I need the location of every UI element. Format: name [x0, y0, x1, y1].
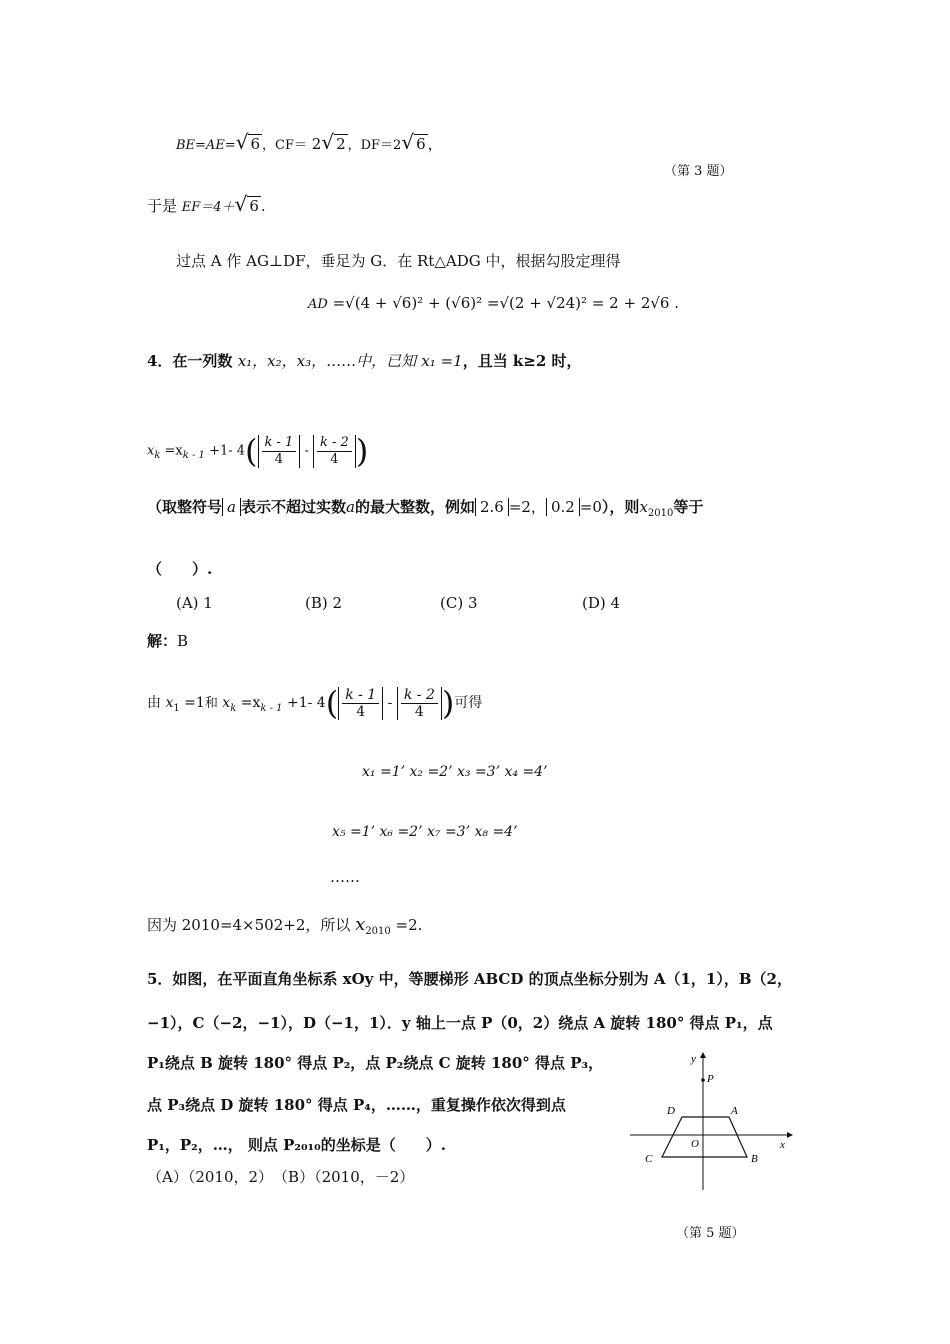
- p3-ad-formula: AD =√(4 + √6)² + (√6)² =√(2 + √24)² = 2 + 2√6 .: [308, 294, 679, 312]
- q5-caption: （第 5 题）: [676, 1226, 745, 1241]
- q4-option-d: (D) 4: [582, 594, 621, 612]
- q5-line5: P₁，P₂，…， 则点 P₂₀₁₀的坐标是（ ）.: [147, 1136, 446, 1154]
- p3-cf: ，CF＝: [262, 138, 307, 153]
- q4-conclusion: 因为 2010=4×502+2，所以 $x_{2010} =2$.: [147, 914, 423, 937]
- trapezoid-abcd: [662, 1117, 747, 1157]
- label-o: O: [691, 1138, 699, 1150]
- q4-values-row2: x₅ =1’ x₆ =2’ x₇ =3’ x₈ =4’: [332, 824, 518, 840]
- q5-line1: 5．如图，在平面直角坐标系 xOy 中，等腰梯形 ABCD 的顶点坐标分别为 A（1，1），B（2，: [147, 970, 792, 988]
- p3-line1: BE=AE=√ 6 ，CF＝ 2√ 2 ，DF＝2√ 6 ，: [176, 130, 443, 154]
- q5-line2: −1），C（−2，−1），D（−1，1）．y 轴上一点 P（0，2）绕点 A 旋转 180° 得点 P₁，点: [147, 1014, 773, 1032]
- q4-solution-line: 由 $x_1 =1$和 $x_k =x_{k - 1} +1-$ 4( $\frac{k - 1}{4}$ - $\frac{k - 2}{4}$ )可得: [147, 684, 483, 722]
- p3-line3: 过点 A 作 AG⊥DF，垂足为 G．在 Rt△ADG 中，根据勾股定理得: [176, 252, 621, 270]
- label-y: y: [691, 1053, 696, 1065]
- label-c: C: [645, 1153, 653, 1165]
- label-x: x: [780, 1139, 785, 1151]
- q4-option-b: (B) 2: [305, 594, 343, 612]
- p3-line2: 于是 EF＝4＋√ 6 .: [147, 192, 266, 216]
- label-b: B: [751, 1153, 758, 1165]
- q4-dots: ……: [330, 868, 360, 886]
- point-p: [701, 1078, 705, 1082]
- label-d: D: [667, 1105, 675, 1117]
- y-arrow-icon: [700, 1052, 706, 1058]
- q5-line4: 点 P₃绕点 D 旋转 180° 得点 P₄，……，重复操作依次得到点: [147, 1096, 566, 1114]
- q4-values-row1: x₁ =1’ x₂ =2’ x₃ =3’ x₄ =4’: [362, 764, 548, 780]
- label-a: A: [731, 1105, 738, 1117]
- p3-caption: （第 3 题）: [664, 164, 733, 179]
- q4-formula: $x_k =x_{k - 1} +1-$ 4( $\frac{k - 1}{4}$ - $\frac{k - 2}{4}$ ): [147, 432, 369, 470]
- label-p: P: [707, 1073, 714, 1085]
- q4-option-a: (A) 1: [176, 594, 213, 612]
- p3-df: ，DF＝2: [347, 138, 402, 153]
- q4-option-c: (C) 3: [440, 594, 478, 612]
- q5-figure: [625, 1050, 795, 1195]
- q4-answer: 解：B: [147, 632, 189, 650]
- q5-line3: P₁绕点 B 旋转 180° 得点 P₂，点 P₂绕点 C 旋转 180° 得点 P₃，: [147, 1054, 604, 1072]
- x-arrow-icon: [787, 1132, 793, 1138]
- q5-line6: （A）（2010，2） （B）（2010，－2）: [147, 1168, 415, 1186]
- q4-title: 4．在一列数 x₁，x₂，x₃，……中，已知 x₁ =1，且当 k≥2 时，: [147, 352, 582, 370]
- q4-note: （取整符号 a 表示不超过实数a的最大整数，例如 2.6 =2， 0.2 =0），则$x_{2010}$等于: [147, 498, 704, 519]
- p3-be-ae: BE=AE=: [176, 138, 236, 153]
- q4-blank: （ ）.: [147, 560, 213, 578]
